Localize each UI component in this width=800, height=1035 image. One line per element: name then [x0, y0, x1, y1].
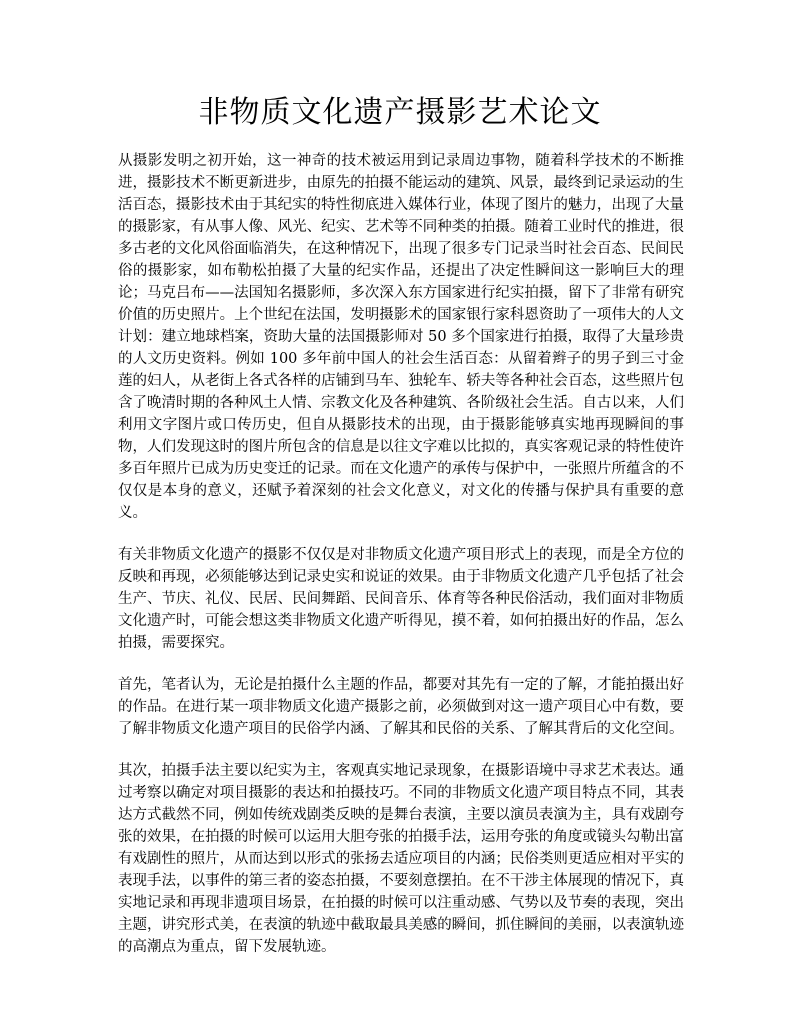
- paragraph-4: 其次，拍摄手法主要以纪实为主，客观真实地记录现象，在摄影语境中寻求艺术表达。通过考察以确定对项目摄影的表达和拍摄技巧。不同的非物质文化遗产项目特点不同，其表达方式截然不同，例如传统戏剧类反映的是舞台表演，主要以演员表演为主，具有戏剧夸张的效果，在拍摄的时候可以运用大胆夸张的拍摄手法，运用夸张的角度或镜头勾勒出富有戏剧性的照片，从而达到以形式的张扬去适应项目的内涵；民俗类则更适应相对平实的表现手法，以事件的第三者的姿态拍摄，不要刻意摆拍。在不干涉主体展现的情况下，真实地记录和再现非遗项目场景，在拍摄的时候可以注重动感、气势以及节奏的表现，突出主题，讲究形式美，在表演的轨迹中截取最具美感的瞬间，抓住瞬间的美丽，以表演轨迹的高潮点为重点，留下发展轨迹。: [118, 763, 684, 955]
- paragraph-3: 首先，笔者认为，无论是拍摄什么主题的作品，都要对其先有一定的了解，才能拍摄出好的作品。在进行某一项非物质文化遗产摄影之前，必须做到对这一遗产项目心中有数，要了解非物质文化遗产项目的民俗学内涵、了解其和民俗的关系、了解其背后的文化空间。: [118, 677, 684, 737]
- paragraph-2: 有关非物质文化遗产的摄影不仅仅是对非物质文化遗产项目形式上的表现，而是全方位的反映和再现，必须能够达到记录史实和说证的效果。由于非物质文化遗产几乎包括了社会生产、节庆、礼仪、民居、民间舞蹈、民间音乐、体育等各种民俗活动，我们面对非物质文化遗产时，可能会想这类非物质文化遗产听得见，摸不着，如何拍摄出好的作品，怎么拍摄，需要探究。: [118, 547, 684, 651]
- document-title: 非物质文化遗产摄影艺术论文: [198, 95, 602, 130]
- paragraph-1: 从摄影发明之初开始，这一神奇的技术被运用到记录周边事物，随着科学技术的不断推进，摄影技术不断更新进步，由原先的拍摄不能运动的建筑、风景，最终到记录运动的生活百态，摄影技术由于其纪实的特性彻底进入媒体行业，体现了图片的魅力，出现了大量的摄影家，有从事人像、风光、纪实、艺术等不同种类的拍摄。随着工业时代的推进，很多古老的文化风俗面临消失，在这种情况下，出现了很多专门记录当时社会百态、民间民俗的摄影家，如布勒松拍摄了大量的纪实作品，还提出了决定性瞬间这一影响巨大的理论；马克吕布——法国知名摄影师，多次深入东方国家进行纪实拍摄，留下了非常有研究价值的历史照片。上个世纪在法国，发明摄影术的国家银行家科恩资助了一项伟大的人文计划：建立地球档案，资助大量的法国摄影师对 50 多个国家进行拍摄，取得了大量珍贵的人文历史资料。例如 100 多年前中国人的社会生活百态：从留着辫子的男子到三寸金莲的妇人，从老街上各式各样的店铺到马车、独轮车、轿夫等各种社会百态，这些照片包含了晚清时期的各种风土人情、宗教文化及各种建筑、各阶级社会生活。自古以来，人们利用文字图片或口传历史，但自从摄影技术的出现，由于摄影能够真实地再现瞬间的事物，人们发现这时的图片所包含的信息是以往文字难以比拟的，真实客观记录的特性使许多百年照片已成为历史变迁的记录。而在文化遗产的承传与保护中，一张照片所蕴含的不仅仅是本身的意义，还赋予着深刻的社会文化意义，对文化的传播与保护具有重要的意义。: [118, 153, 684, 521]
- document-body: [118, 150, 684, 978]
